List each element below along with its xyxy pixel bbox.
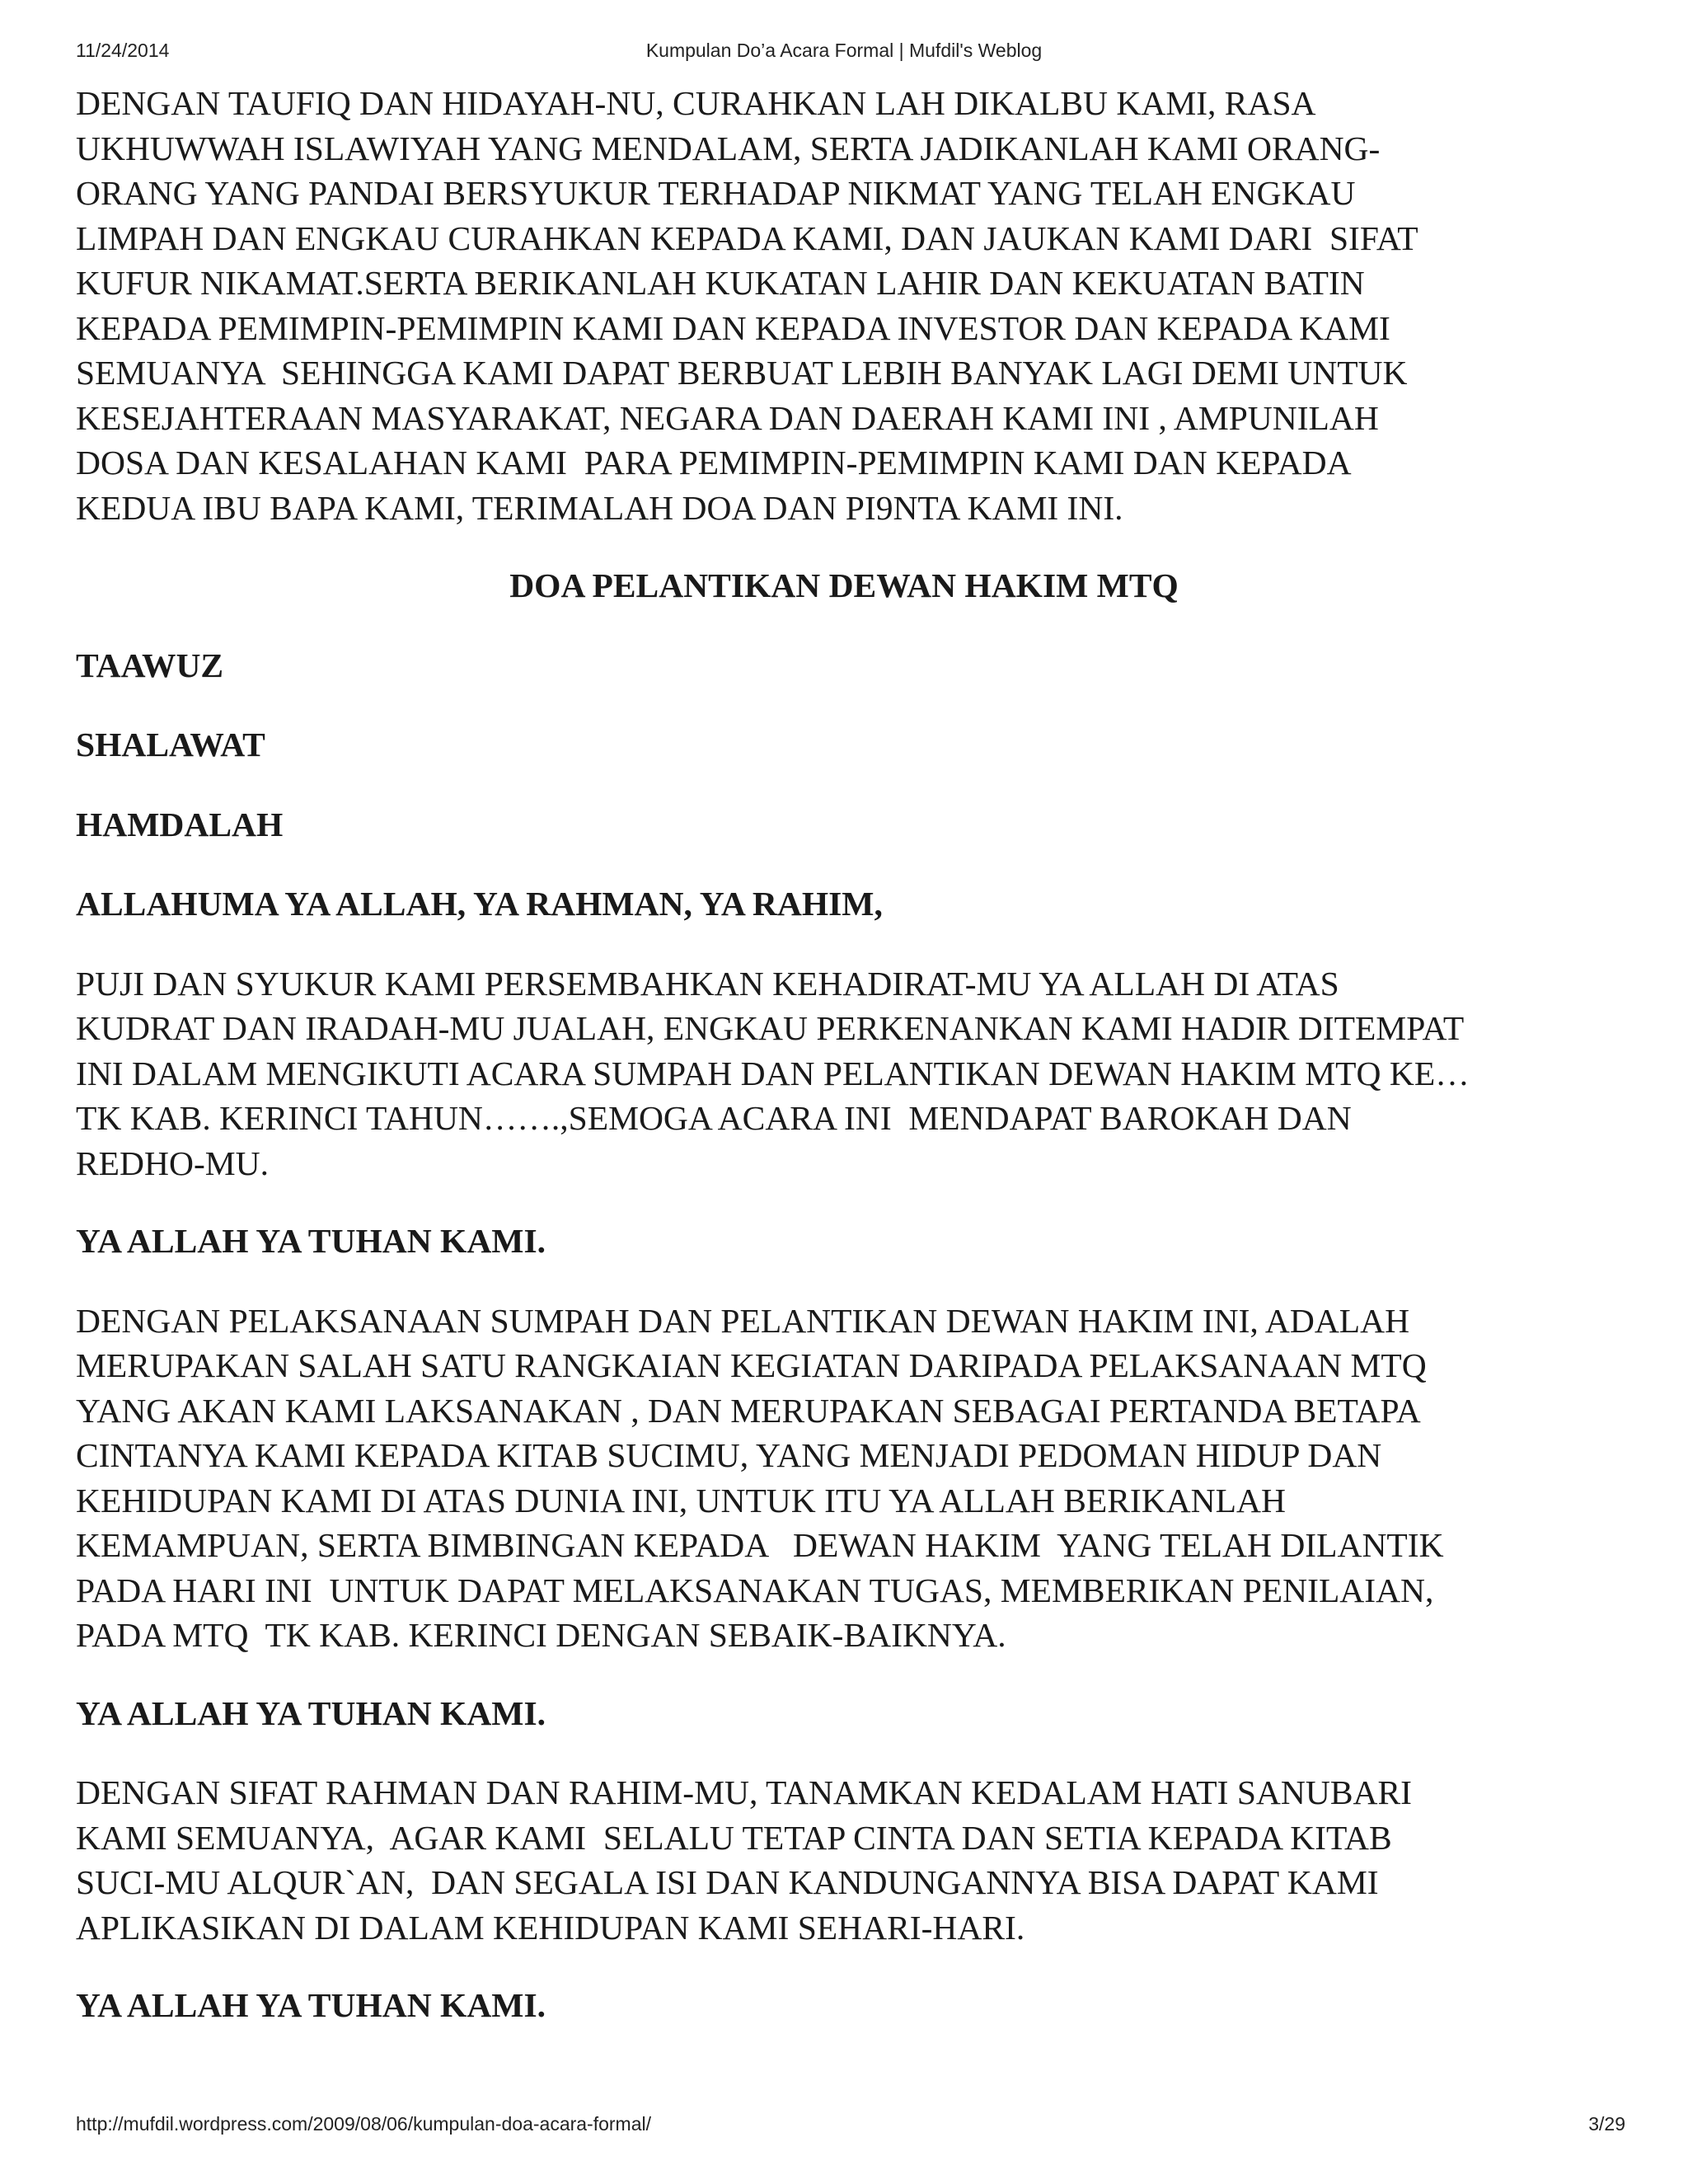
heading-shalawat: SHALAWAT (76, 726, 265, 763)
text-line: YANG AKAN KAMI LAKSANAKAN , DAN MERUPAKAN SEBAGAI PERTANDA BETAPA (76, 1391, 1421, 1430)
text-line: PADA HARI INI UNTUK DAPAT MELAKSANAKAN TUGAS, MEMBERIKAN PENILAIAN, (76, 1571, 1434, 1609)
print-date: 11/24/2014 (76, 40, 170, 61)
text-line: APLIKASIKAN DI DALAM KEHIDUPAN KAMI SEHARI-HARI. (76, 1908, 1025, 1947)
text-line: KAMI SEMUANYA, AGAR KAMI SELALU TETAP CINTA DAN SETIA KEPADA KITAB (76, 1818, 1392, 1857)
text-line: PUJI DAN SYUKUR KAMI PERSEMBAHKAN KEHADIRAT-MU YA ALLAH DI ATAS (76, 964, 1339, 1003)
text-line: ORANG YANG PANDAI BERSYUKUR TERHADAP NIKMAT YANG TELAH ENGKAU (76, 174, 1356, 212)
paragraph-4 (76, 1770, 1625, 1950)
heading-taawuz: TAAWUZ (76, 646, 224, 684)
page-number: 3/29 (1588, 2113, 1625, 2135)
text-line: KEPADA PEMIMPIN-PEMIMPIN KAMI DAN KEPADA INVESTOR DAN KEPADA KAMI (76, 308, 1390, 347)
text-line: INI DALAM MENGIKUTI ACARA SUMPAH DAN PELANTIKAN DEWAN HAKIM MTQ KE… (76, 1054, 1470, 1092)
heading-ya-allah-1: YA ALLAH YA TUHAN KAMI. (76, 1222, 546, 1260)
text-line: KEDUA IBU BAPA KAMI, TERIMALAH DOA DAN PI9NTA KAMI INI. (76, 488, 1123, 527)
page-title: Kumpulan Do’a Acara Formal | Mufdil's Weblog (645, 40, 1043, 61)
text-line: DENGAN SIFAT RAHMAN DAN RAHIM-MU, TANAMKAN KEDALAM HATI SANUBARI (76, 1773, 1412, 1811)
heading-invocation: ALLAHUMA YA ALLAH, YA RAHMAN, YA RAHIM, (76, 885, 883, 923)
text-line: SEMUANYA SEHINGGA KAMI DAPAT BERBUAT LEBIH BANYAK LAGI DEMI UNTUK (76, 354, 1408, 392)
text-line: DENGAN TAUFIQ DAN HIDAYAH-NU, CURAHKAN LAH DIKALBU KAMI, RASA (76, 84, 1316, 122)
text-line: LIMPAH DAN ENGKAU CURAHKAN KEPADA KAMI, DAN JAUKAN KAMI DARI SIFAT (76, 218, 1418, 257)
paragraph-3 (76, 1299, 1625, 1658)
text-line: MERUPAKAN SALAH SATU RANGKAIAN KEGIATAN DARIPADA PELAKSANAAN MTQ (76, 1346, 1427, 1384)
text-line: PADA MTQ TK KAB. KERINCI DENGAN SEBAIK-BAIKNYA. (76, 1616, 1006, 1654)
text-line: CINTANYA KAMI KEPADA KITAB SUCIMU, YANG MENJADI PEDOMAN HIDUP DAN (76, 1436, 1382, 1474)
text-line: KUDRAT DAN IRADAH-MU JUALAH, ENGKAU PERKENANKAN KAMI HADIR DITEMPAT (76, 1009, 1465, 1047)
heading-ya-allah-3: YA ALLAH YA TUHAN KAMI. (76, 1986, 546, 2024)
heading-ya-allah-2: YA ALLAH YA TUHAN KAMI. (76, 1693, 546, 1732)
heading-hamdalah: HAMDALAH (76, 805, 284, 843)
text-line: KESEJAHTERAAN MASYARAKAT, NEGARA DAN DAERAH KAMI INI , AMPUNILAH (76, 398, 1379, 437)
paragraph-2 (76, 961, 1625, 1186)
text-line: TK KAB. KERINCI TAHUN…….,SEMOGA ACARA INI MENDAPAT BAROKAH DAN (76, 1099, 1352, 1137)
text-line: DENGAN PELAKSANAAN SUMPAH DAN PELANTIKAN DEWAN HAKIM INI, ADALAH (76, 1301, 1410, 1340)
text-line: REDHO-MU. (76, 1144, 270, 1182)
document-body (76, 81, 1625, 2063)
text-line: KEHIDUPAN KAMI DI ATAS DUNIA INI, UNTUK ITU YA ALLAH BERIKANLAH (76, 1481, 1286, 1519)
text-line: KEMAMPUAN, SERTA BIMBINGAN KEPADA DEWAN HAKIM YANG TELAH DILANTIK (76, 1526, 1444, 1564)
section-title: DOA PELANTIKAN DEWAN HAKIM MTQ (509, 566, 1179, 604)
print-header (0, 40, 1688, 73)
page-url[interactable]: http://mufdil.wordpress.com/2009/08/06/kumpulan-doa-acara-formal/ (76, 2113, 652, 2135)
paragraph-1 (76, 81, 1625, 530)
text-line: DOSA DAN KESALAHAN KAMI PARA PEMIMPIN-PEMIMPIN KAMI DAN KEPADA (76, 444, 1352, 481)
text-line: UKHUWWAH ISLAWIYAH YANG MENDALAM, SERTA JADIKANLAH KAMI ORANG- (76, 129, 1381, 167)
text-line: KUFUR NIKAMAT.SERTA BERIKANLAH KUKATAN LAHIR DAN KEKUATAN BATIN (76, 264, 1365, 302)
text-line: SUCI-MU ALQUR`AN, DAN SEGALA ISI DAN KANDUNGANNYA BISA DAPAT KAMI (76, 1863, 1379, 1901)
print-footer (0, 2113, 1688, 2146)
